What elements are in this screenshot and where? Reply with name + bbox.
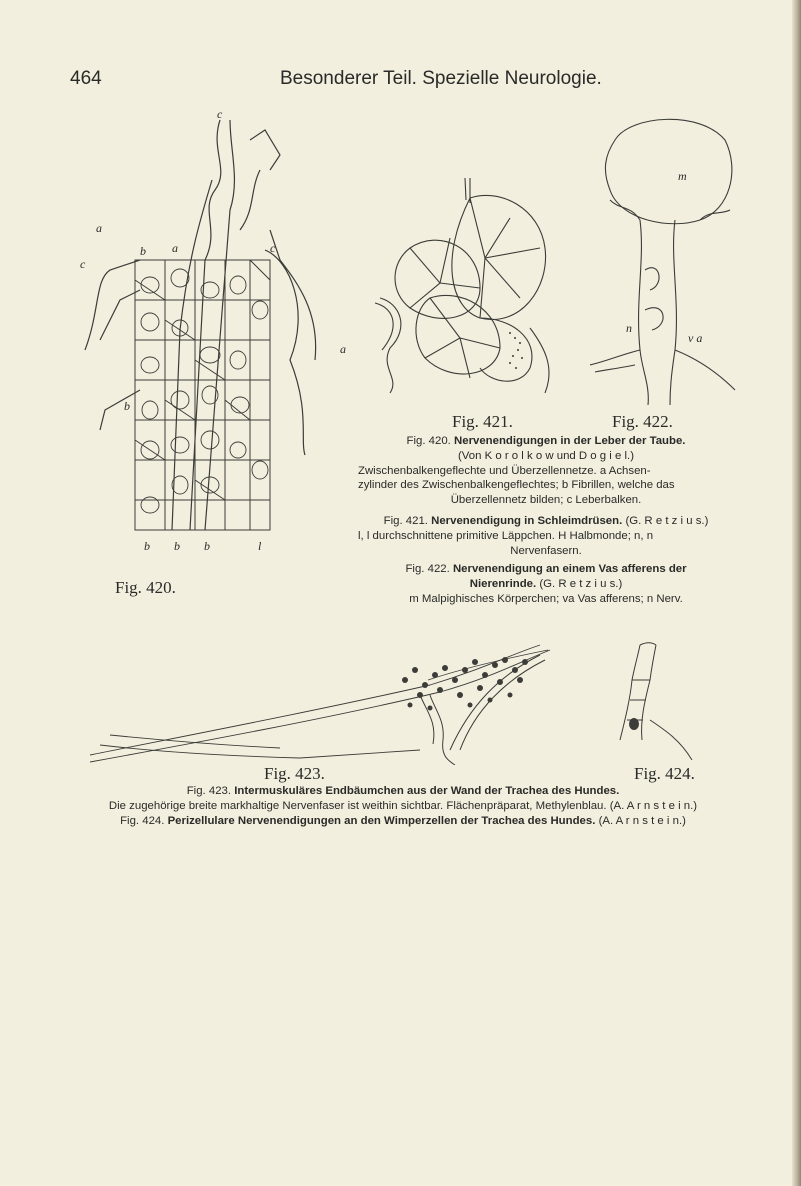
fig-420-drawing [80, 110, 350, 570]
fig-424-drawing [610, 640, 710, 760]
fig-422-letter-m: m [678, 169, 687, 183]
caption-420-source: (Von K o r o l k o w und D o g i e l.) [457, 449, 634, 462]
page-number: 464 [70, 68, 102, 89]
fig-421-illustration [370, 178, 570, 398]
caption-423-line-1: Die zugehörige breite markhaltige Nervenfaser ist weithin sichtbar. Flächenpräparat, Methylenblau. (A. A r n s t e i n.) [108, 799, 698, 812]
caption-422-title-2: Nierenrinde. [469, 578, 537, 591]
caption-422-source: (G. R e t z i u s.) [539, 578, 623, 591]
caption-421-line-1: l, l durchschnittene primitive Läppchen. H Halbmonde; n, n [358, 529, 654, 542]
fig-422-illustration [590, 110, 740, 410]
caption-422-line-1: m Malpighisches Körperchen; va Vas afferens; n Nerv. [409, 592, 683, 605]
caption-424-title: Perizellulare Nervenendigungen an den Wimperzellen der Trachea des Hundes. [167, 814, 596, 827]
fig-424-illustration [610, 640, 710, 760]
caption-422-heading [358, 562, 734, 577]
fig-420-letter-b-bottom-2: b [174, 539, 180, 553]
fig-420-letter-a: a [96, 221, 102, 235]
fig-422-drawing [590, 110, 740, 410]
caption-424-number: Fig. 424. [120, 814, 165, 827]
fig-420-letter-a-right: a [340, 342, 346, 356]
fig-420-illustration [80, 110, 350, 570]
fig-420-letter-b-bottom-3: b [204, 539, 210, 553]
fig-420-letter-c-top: c [217, 110, 223, 121]
caption-422-title: Nervenendigung an einem Vas afferens der [452, 563, 687, 576]
running-header [0, 64, 801, 94]
fig-420-letter-a2: a [172, 241, 178, 255]
caption-420-title: Nervenendigungen in der Leber der Taube. [454, 435, 686, 447]
fig-423-label: Fig. 423. [264, 764, 325, 783]
caption-421-line-2: Nervenfasern. [510, 544, 582, 557]
caption-421-number: Fig. 421. [383, 514, 428, 527]
fig-421-label: Fig. 421. [452, 412, 513, 431]
caption-422-number: Fig. 422. [405, 563, 450, 576]
caption-422-heading-2 [358, 577, 734, 592]
fig-420-letter-c-right: c [270, 241, 276, 255]
fig-420-letter-b-bottom-1: b [144, 539, 150, 553]
caption-420-heading [358, 434, 734, 449]
caption-421-title: Nervenendigung in Schleimdrüsen. [431, 514, 623, 527]
caption-420-line-2: zylinder des Zwischenbalkengeflechtes; b Fibrillen, welche das [358, 479, 675, 492]
fig-420-letter-c-left: c [80, 257, 86, 271]
fig-422-letter-n: n [626, 321, 632, 335]
fig-422-label: Fig. 422. [612, 412, 673, 431]
caption-421-heading [358, 514, 734, 529]
fig-422-letter-va: v a [688, 331, 703, 345]
caption-420-number: Fig. 420. [406, 435, 451, 447]
fig-421-drawing [370, 178, 570, 398]
caption-420-line-1: Zwischenbalkengeflechte und Überzellennetze. a Achsen- [358, 464, 651, 477]
captions-bottom [78, 784, 728, 828]
caption-423-heading [78, 784, 728, 799]
fig-420-letter-b: b [140, 244, 146, 258]
captions-top [358, 434, 734, 607]
caption-424-heading [78, 814, 728, 829]
caption-423-number: Fig. 423. [186, 785, 232, 797]
fig-423-visible [75, 645, 565, 760]
caption-424-source: (A. A r n s t e i n.) [598, 814, 686, 827]
fig-420-letter-b-left: b [124, 399, 130, 413]
fig-420-letter-l: l [258, 539, 262, 553]
running-title: Besonderer Teil. Spezielle Neurologie. [280, 68, 602, 89]
caption-421-source: (G. R e t z i u s.) [625, 514, 709, 527]
fig-420-label: Fig. 420. [115, 578, 176, 597]
page-edge [792, 0, 801, 1186]
caption-423-title: Intermuskuläres Endbäumchen aus der Wand der Trachea des Hundes. [234, 785, 620, 797]
caption-420-line-3: Überzellennetz bilden; c Leberbalken. [450, 494, 642, 507]
fig-424-label: Fig. 424. [634, 764, 695, 783]
